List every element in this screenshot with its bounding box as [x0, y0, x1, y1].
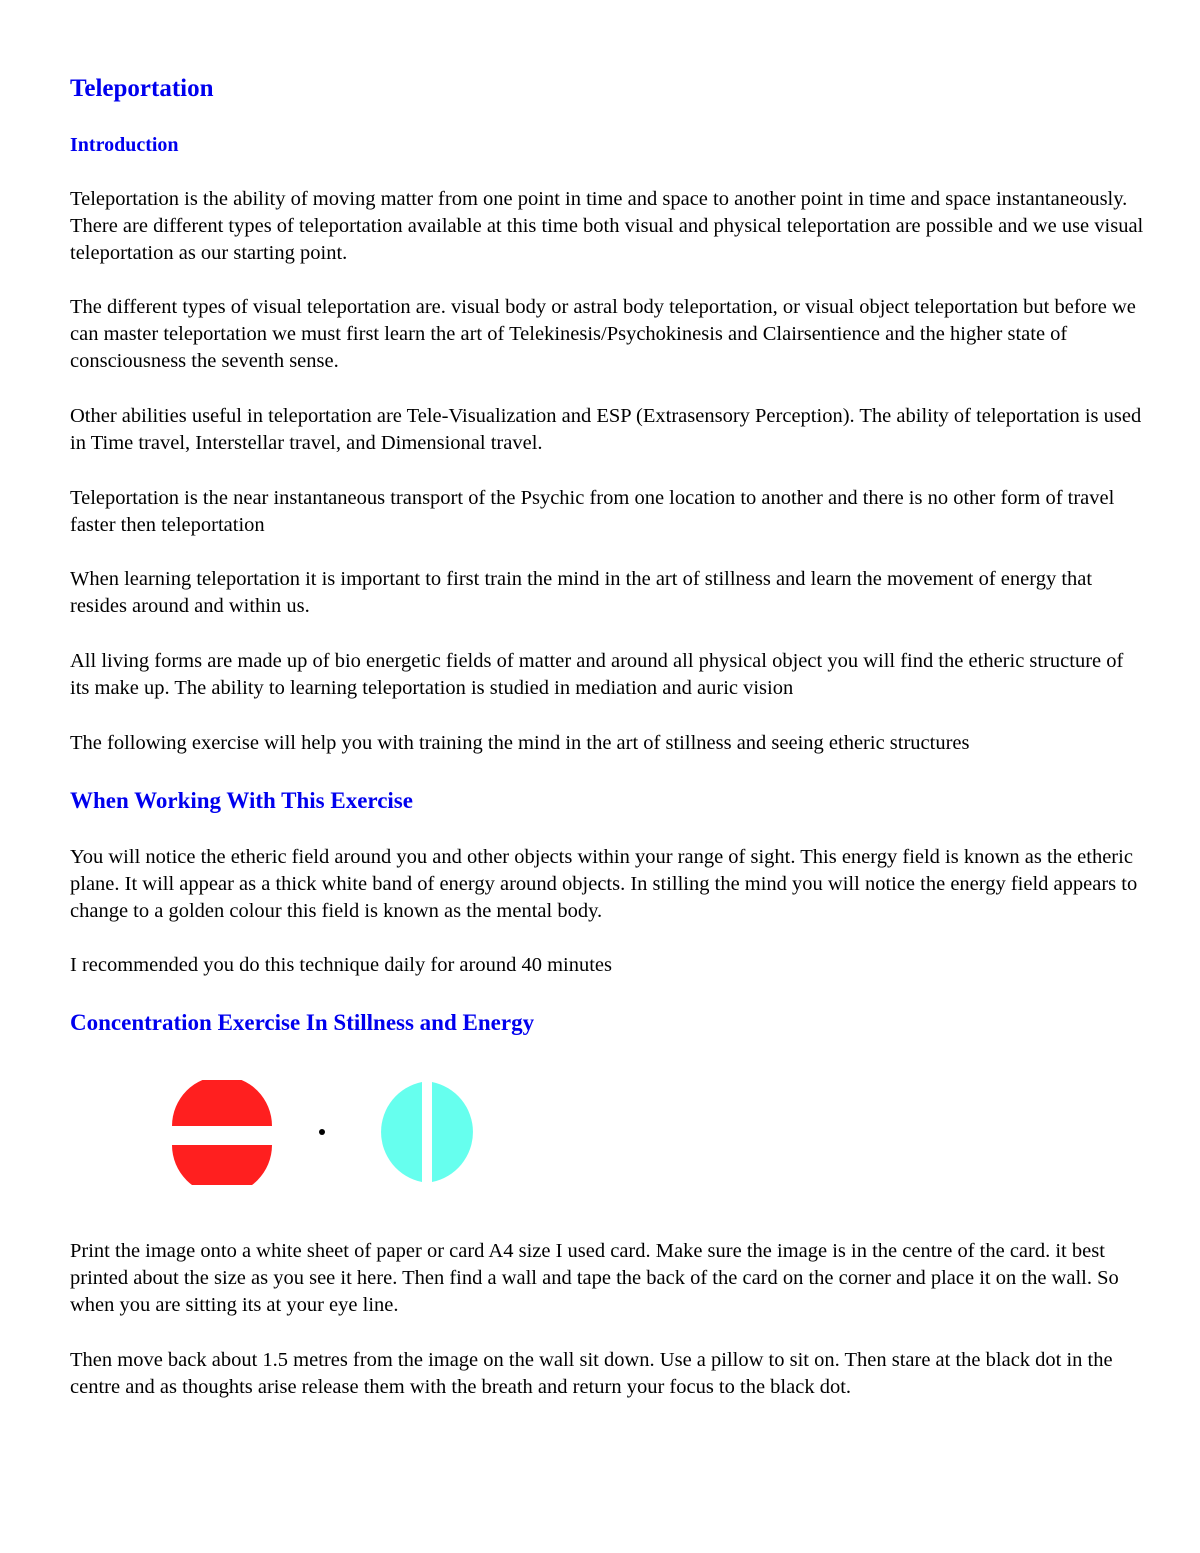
- red-circle-top-half: [172, 1080, 272, 1126]
- intro-paragraph: The following exercise will help you with training the mind in the art of stillness and seeing etheric structures: [70, 732, 970, 754]
- intro-paragraph: Teleportation is the ability of moving matter from one point in time and space to another point in time and space instantaneously. There are different types of teleportation available at this time both visual and physical teleportation are possible and we use visual teleportation as our starting point.: [70, 188, 1144, 264]
- concentration-heading: Concentration Exercise In Stillness and Energy: [70, 1010, 535, 1035]
- intro-paragraph: Other abilities useful in teleportation are Tele-Visualization and ESP (Extrasensory Perception). The ability of teleportation is used in Time travel, Interstellar travel, and Dimensional travel.: [70, 405, 1142, 454]
- red-split-circle: [172, 1080, 272, 1185]
- instruction-paragraph: Print the image onto a white sheet of paper or card A4 size I used card. Make sure the image is in the centre of the card. it best printed about the size as you see it here. Then find a wall and tape the back of the card on the corner and place it on the wall. So when you are sitting its at your eye line.: [70, 1240, 1119, 1316]
- intro-paragraph: The different types of visual teleportation are. visual body or astral body teleportation, or visual object teleportation but before we can master teleportation we must first learn the art of Telekinesis/Psychokinesis and Clairsentience and the higher state of consciousness the seventh sense.: [70, 296, 1136, 372]
- cyan-circle-right-half: [432, 1082, 473, 1182]
- instruction-paragraph: Then move back about 1.5 metres from the image on the wall sit down. Use a pillow to sit on. Then stare at the black dot in the centre and as thoughts arise release them with the breath and return your focus to the black dot.: [70, 1349, 1113, 1398]
- working-paragraph: I recommended you do this technique daily for around 40 minutes: [70, 954, 612, 976]
- black-focus-dot: [319, 1129, 325, 1135]
- cyan-circle-left-half: [381, 1082, 422, 1182]
- concentration-exercise-image: [170, 1080, 475, 1185]
- page-title: Teleportation: [70, 75, 214, 102]
- working-paragraph: You will notice the etheric field around you and other objects within your range of sight. This energy field is known as the etheric plane. It will appear as a thick white band of energy around objects. In stilling the mind you will notice the energy field appears to change to a golden colour this field is known as the mental body.: [70, 846, 1138, 922]
- cyan-split-circle: [381, 1082, 473, 1182]
- intro-paragraph: All living forms are made up of bio energetic fields of matter and around all physical object you will find the etheric structure of its make up. The ability to learning teleportation is studied in mediation and auric vision: [70, 650, 1124, 699]
- red-circle-bottom-half: [172, 1145, 272, 1185]
- intro-heading: Introduction: [70, 134, 179, 156]
- intro-paragraph: Teleportation is the near instantaneous transport of the Psychic from one location to another and there is no other form of travel faster then teleportation: [70, 487, 1115, 536]
- intro-paragraph: When learning teleportation it is important to first train the mind in the art of stillness and learn the movement of energy that resides around and within us.: [70, 568, 1093, 617]
- working-heading: When Working With This Exercise: [70, 788, 413, 813]
